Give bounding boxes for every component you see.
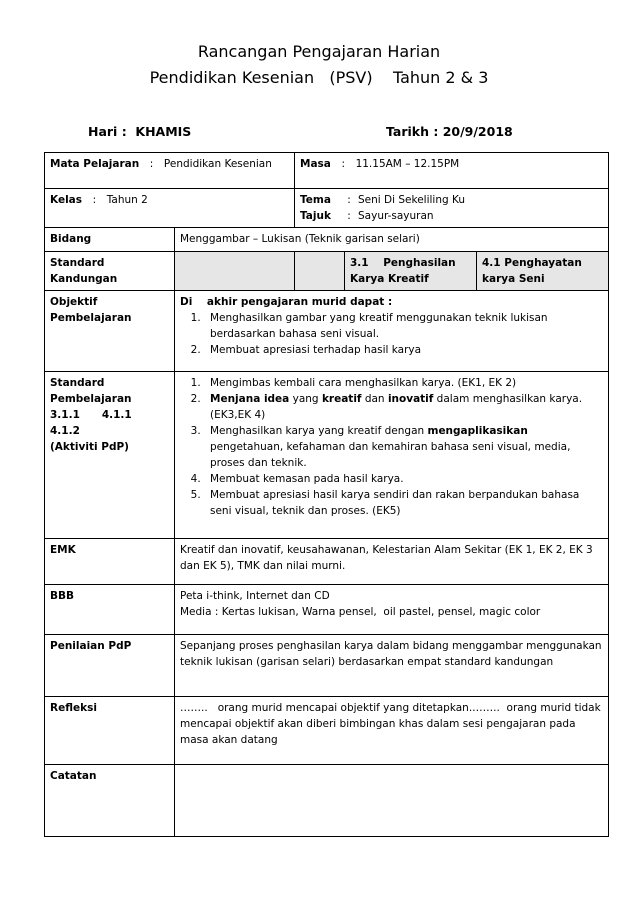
bbb-line-2: Media : Kertas lukisan, Warna pensel, oil pastel, pensel, magic color <box>180 606 541 618</box>
text-bold: mengaplikasikan <box>427 425 528 437</box>
separator: : <box>149 158 154 170</box>
row-mata-pelajaran <box>45 153 609 189</box>
row-standard-kandungan <box>45 252 609 291</box>
label-tajuk: Tajuk <box>300 210 331 222</box>
cell-aktiviti <box>175 372 609 539</box>
shaded-cell <box>175 252 295 291</box>
row-objektif <box>45 291 609 372</box>
row-emk <box>45 539 609 585</box>
cell-tema-tajuk <box>295 189 609 228</box>
label-mata-pelajaran: Mata Pelajaran <box>50 158 140 170</box>
list-item: 2. Membuat apresiasi terhadap hasil karya <box>204 342 603 358</box>
row-aktiviti <box>45 372 609 539</box>
cell-kelas <box>45 189 295 228</box>
text-span: dan <box>361 393 388 405</box>
list-item <box>204 423 603 471</box>
text-span: Menghasilkan karya yang kreatif dengan <box>210 425 428 437</box>
page-title: Rancangan Pengajaran Harian <box>197 42 441 61</box>
row-kelas <box>45 189 609 228</box>
label-standard-pembelajaran: Standard Pembelajaran <box>50 377 132 405</box>
list-item: 1. Mengimbas kembali cara menghasilkan karya. (EK1, EK 2) <box>204 375 603 391</box>
value-tajuk: Sayur-sayuran <box>358 210 434 222</box>
text-span: dalam menghasilkan karya. (EK3,EK 4) <box>210 393 583 421</box>
sp-4-1: 4.1 Penghayatan karya Seni <box>477 252 609 291</box>
cell-aktiviti-label <box>45 372 175 539</box>
label-catatan: Catatan <box>45 765 175 837</box>
list-item <box>204 391 603 423</box>
lesson-plan-table <box>44 152 609 837</box>
row-catatan <box>45 765 609 837</box>
label-penilaian: Penilaian PdP <box>45 635 175 697</box>
text-bold: kreatif <box>321 393 362 405</box>
cell-bbb <box>175 585 609 635</box>
list-item: 1. Menghasilkan gambar yang kreatif menggunakan teknik lukisan berdasarkan bahasa seni visual. <box>204 310 603 342</box>
objektif-intro: Di akhir pengajaran murid dapat : <box>180 296 393 308</box>
cell-objektif <box>175 291 609 372</box>
text-bold: Menjana idea <box>210 393 290 405</box>
list-item: 5. Membuat apresiasi hasil karya sendiri dan rakan berpandukan bahasa seni visual, teknik dan proses. (EK5) <box>204 487 603 519</box>
label-bidang: Bidang <box>45 228 175 252</box>
codes-line-2: 4.1.2 <box>50 425 80 437</box>
separator: : <box>341 158 345 170</box>
value-tema: Seni Di Sekeliling Ku <box>358 194 466 206</box>
text-bold: inovatif <box>387 393 434 405</box>
value-mata-pelajaran: Pendidikan Kesenian <box>163 158 272 170</box>
label-refleksi: Refleksi <box>45 697 175 765</box>
codes-line-3: (Aktiviti PdP) <box>50 441 129 453</box>
aktiviti-list <box>180 375 603 519</box>
text-span: pengetahuan, kefahaman dan kemahiran bahasa seni visual, media, proses dan teknik. <box>210 441 571 469</box>
page-subtitle: Pendidikan Kesenian (PSV) Tahun 2 & 3 <box>149 68 489 87</box>
label-objektif: Objektif Pembelajaran <box>45 291 175 372</box>
label-tema: Tema <box>300 194 331 206</box>
value-emk: Kreatif dan inovatif, keusahawanan, Kelestarian Alam Sekitar (EK 1, EK 2, EK 3 dan EK 5), TMK dan nilai murni. <box>175 539 609 585</box>
codes-line-1: 3.1.1 4.1.1 <box>50 409 132 421</box>
row-bidang <box>45 228 609 252</box>
objektif-list <box>180 310 603 358</box>
tarikh-label: Tarikh : 20/9/2018 <box>386 124 513 139</box>
shaded-cell <box>295 252 345 291</box>
value-penilaian: Sepanjang proses penghasilan karya dalam bidang menggambar menggunakan teknik lukisan (garisan selari) berdasarkan empat standard kandungan <box>175 635 609 697</box>
separator: : <box>347 194 351 206</box>
sp-3-1: 3.1 Penghasilan Karya Kreatif <box>345 252 477 291</box>
row-penilaian <box>45 635 609 697</box>
label-emk: EMK <box>45 539 175 585</box>
value-catatan <box>175 765 609 837</box>
hari-label: Hari : KHAMIS <box>88 124 192 139</box>
bbb-line-1: Peta i-think, Internet dan CD <box>180 590 330 602</box>
label-standard-kandungan: Standard Kandungan <box>45 252 175 291</box>
separator: : <box>347 210 351 222</box>
value-refleksi: …….. orang murid mencapai objektif yang ditetapkan.…….. orang murid tidak mencapai objektif akan diberi bimbingan khas dalam sesi pengajaran pada masa akan datang <box>175 697 609 765</box>
value-masa: 11.15AM – 12.15PM <box>355 158 460 170</box>
text-span: yang <box>289 393 322 405</box>
cell-mata-pelajaran <box>45 153 295 189</box>
cell-masa <box>295 153 609 189</box>
row-bbb <box>45 585 609 635</box>
list-item: 4. Membuat kemasan pada hasil karya. <box>204 471 603 487</box>
label-masa: Masa <box>300 158 331 170</box>
label-kelas: Kelas <box>50 194 83 206</box>
separator: : <box>92 194 97 206</box>
row-refleksi <box>45 697 609 765</box>
value-bidang: Menggambar – Lukisan (Teknik garisan selari) <box>175 228 609 252</box>
label-bbb: BBB <box>45 585 175 635</box>
value-kelas: Tahun 2 <box>106 194 148 206</box>
